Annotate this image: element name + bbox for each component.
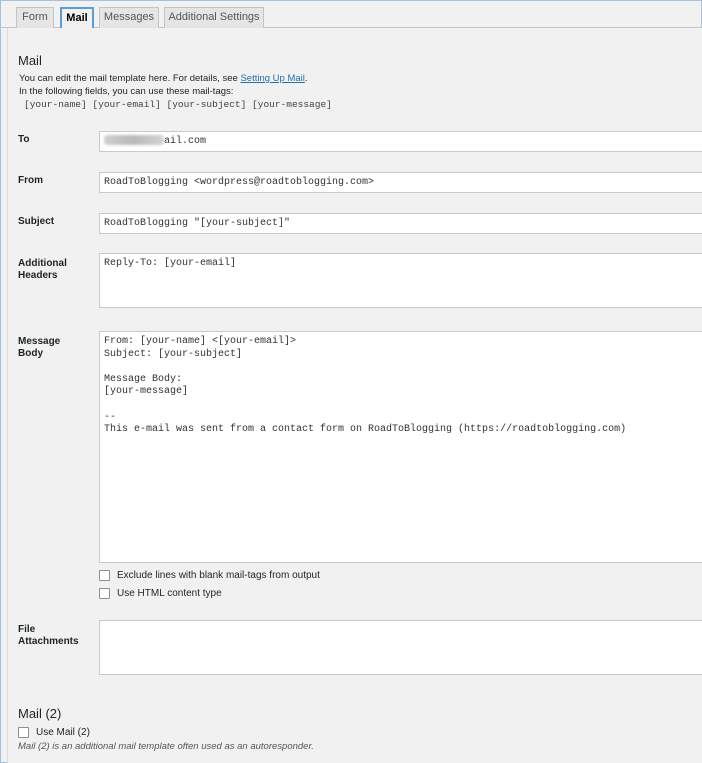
mail-description-text: You can edit the mail template here. For details, see — [19, 73, 241, 84]
use-mail-2-label: Use Mail (2) — [36, 727, 90, 738]
mail-2-note: Mail (2) is an additional mail template often used as an autoresponder. — [18, 741, 314, 752]
exclude-blank-label: Exclude lines with blank mail-tags from output — [117, 570, 320, 581]
section-title-mail-2: Mail (2) — [18, 706, 62, 721]
mail-tags-intro: In the following fields, you can use these mail-tags: — [19, 86, 234, 97]
from-label: From — [18, 175, 43, 186]
tab-bar — [0, 0, 702, 28]
redacted-email-blur — [104, 135, 164, 145]
html-content-option[interactable] — [99, 588, 222, 599]
file-attachments-label — [18, 624, 79, 648]
mail-description-suffix: . — [304, 73, 308, 84]
subject-label: Subject — [18, 216, 55, 227]
message-body-label-line2: Body — [18, 348, 43, 359]
use-mail-2-option[interactable] — [18, 727, 90, 738]
setting-up-mail-link[interactable]: Setting Up Mail — [240, 73, 305, 84]
file-attachments-label-line1: File — [18, 624, 36, 635]
tab-form[interactable]: Form — [16, 7, 54, 28]
to-label: To — [18, 134, 30, 145]
message-body-label — [18, 336, 60, 360]
additional-headers-label-line1: Additional — [18, 258, 67, 269]
mail-description — [19, 72, 308, 85]
message-body-label-line1: Message — [18, 336, 61, 347]
to-input-value: ail.com — [164, 136, 207, 147]
additional-headers-label — [18, 258, 67, 282]
mail-tags-list: [your-name] [your-email] [your-subject] [your-message] — [24, 99, 332, 110]
additional-headers-textarea[interactable]: Reply-To: [your-email] — [99, 253, 702, 308]
from-input[interactable]: RoadToBlogging <wordpress@roadtoblogging.com> — [99, 172, 702, 193]
exclude-blank-checkbox[interactable] — [99, 570, 110, 581]
to-input[interactable] — [99, 131, 702, 152]
use-mail-2-checkbox[interactable] — [18, 727, 29, 738]
html-content-checkbox[interactable] — [99, 588, 110, 599]
html-content-label: Use HTML content type — [117, 588, 222, 599]
tab-mail[interactable]: Mail — [60, 7, 94, 29]
section-title-mail: Mail — [18, 53, 42, 68]
tab-messages[interactable]: Messages — [99, 7, 159, 28]
exclude-blank-option[interactable] — [99, 570, 320, 581]
file-attachments-label-line2: Attachments — [18, 636, 79, 647]
additional-headers-label-line2: Headers — [18, 270, 58, 281]
tab-additional-settings[interactable]: Additional Settings — [164, 7, 264, 28]
file-attachments-textarea[interactable] — [99, 620, 702, 675]
message-body-textarea[interactable]: From: [your-name] <[your-email]> Subject: [your-subject] Message Body: [your-message] -- This e-mail was sent from a contact form on RoadToBlogging (https://roadtoblogging.com) — [99, 331, 702, 563]
subject-input[interactable]: RoadToBlogging "[your-subject]" — [99, 213, 702, 234]
